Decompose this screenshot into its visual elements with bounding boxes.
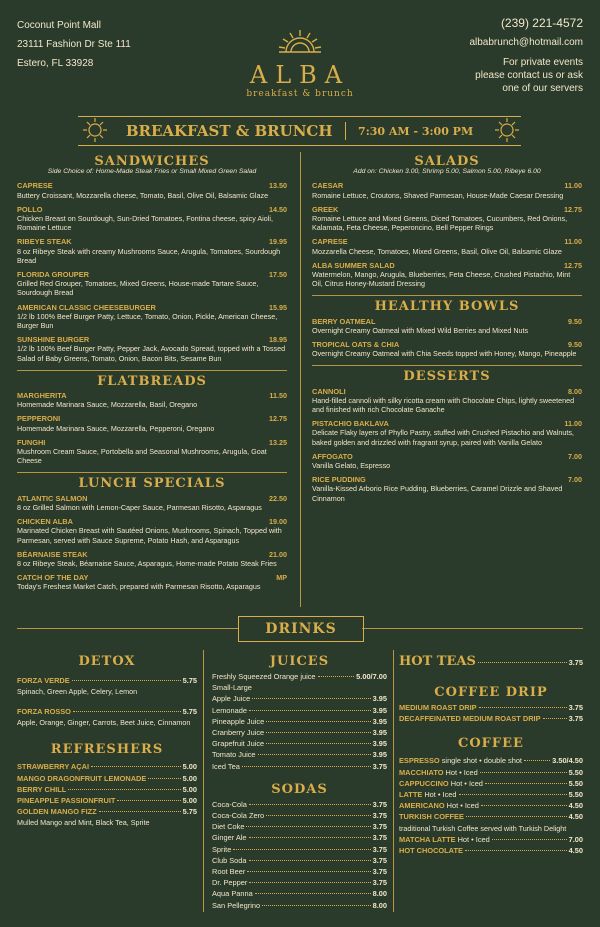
drink-name: Tomato Juice [212, 750, 256, 760]
drink-row [212, 671, 387, 682]
item-description: Vanilla Gelato, Espresso [312, 461, 391, 471]
menu-item [17, 391, 287, 409]
drink-desc: traditional Turkish Coffee served with Turkish Delight [399, 823, 567, 833]
drink-name: Coca-Cola [212, 799, 247, 809]
menu-item [17, 414, 287, 432]
drink-name: Iced Tea [212, 761, 240, 771]
drink-name: Coca-Cola Zero [212, 811, 265, 821]
section-title-refreshers: REFRESHERS [50, 742, 164, 758]
drink-price: 5.50 [568, 790, 583, 800]
section-title-sandwiches: SANDWICHES [94, 154, 210, 169]
menu-item [312, 387, 582, 415]
sodas-list [212, 799, 387, 911]
drink-price: 3.75 [372, 878, 387, 888]
drink-price: 5.00/7.00 [356, 672, 387, 681]
drink-price: 7.00 [568, 834, 583, 844]
drink-row [212, 738, 387, 749]
dot-leader [68, 789, 180, 790]
item-price: 9.50 [568, 340, 582, 350]
item-description: Hand-filled cannoli with silky ricotta cream with Chocolate Chips, lightly sweetened and finished with rich Chocolate Ganache [312, 395, 575, 415]
drink-row [399, 713, 583, 724]
private-events-line: one of our servers [502, 83, 583, 94]
drink-name: Lemonade [212, 705, 247, 715]
drink-price: 5.75 [182, 807, 197, 817]
drink-row [212, 866, 387, 877]
drink-row [212, 682, 387, 693]
dot-leader [266, 721, 370, 722]
item-description: 8 oz Grilled Salmon with Lemon-Caper Sauce, Parmesan Risotto, Asparagus [17, 502, 262, 512]
drinks-rule-right [362, 628, 583, 629]
section-divider [17, 472, 287, 473]
menu-item [312, 317, 582, 335]
drink-price: 8.00 [372, 900, 387, 910]
coffee-row [399, 800, 583, 811]
left-column [17, 154, 287, 592]
drink-row [212, 693, 387, 704]
item-price: 13.50 [269, 181, 287, 191]
item-name: BERRY OATMEAL [312, 316, 376, 326]
drink-row [212, 832, 387, 843]
item-name: GREEK [312, 204, 339, 214]
section-title-coffee-drip: COFFEE DRIP [434, 685, 548, 700]
drink-row [212, 727, 387, 738]
menu-item [312, 475, 582, 503]
dot-leader [266, 732, 370, 733]
item-description: Romaine Lettuce, Croutons, Shaved Parmesan, House-Made Caesar Dressing [312, 190, 564, 200]
coffee-list-2 [399, 834, 583, 856]
item-price: 12.75 [564, 260, 582, 270]
drink-price: 4.50 [568, 845, 583, 855]
menu-item [17, 303, 287, 331]
drink-row [212, 877, 387, 888]
item-name: RIBEYE STEAK [17, 237, 72, 247]
drink-row [212, 855, 387, 866]
drink-row [17, 795, 197, 806]
drink-price: 3.75 [372, 811, 387, 821]
item-name: FUNGHI [17, 437, 46, 447]
right-column [312, 154, 582, 503]
drink-options: Hot • Iced [446, 801, 479, 811]
drink-name: AMERICANO Hot • Iced [399, 801, 479, 811]
dot-leader [466, 816, 567, 817]
drink-name: San Pellegrino [212, 900, 261, 910]
drink-price: 3.50/4.50 [552, 756, 583, 766]
drink-name: Grapefruit Juice [212, 739, 265, 749]
drink-name: Small-Large [212, 683, 252, 693]
item-price: 19.95 [269, 237, 287, 247]
dot-leader [249, 882, 370, 883]
menu-item [17, 181, 287, 199]
salads-note: Add on: Chicken 3.00, Shrimp 5.00, Salmon 5.00, Ribeye 6.00 [353, 168, 541, 176]
coffee-row [399, 767, 583, 778]
drink-desc: Spinach, Green Apple, Celery, Lemon [17, 687, 138, 697]
dot-leader [255, 893, 371, 894]
drink-price: 5.50 [568, 778, 583, 788]
section-title-flatbreads: FLATBREADS [97, 373, 207, 389]
dot-leader [148, 778, 180, 779]
item-description: Watermelon, Mango, Arugula, Blueberries, Feta Cheese, Crushed Pistachio, Mint Oil, Citrus Honey-Mustard Dressing [312, 270, 571, 289]
address-line: Coconut Point Mall [17, 20, 101, 31]
dot-leader [266, 815, 370, 816]
dot-leader [524, 760, 550, 761]
drink-desc: Mulled Mango and Mint, Black Tea, Sprite [17, 818, 150, 828]
item-description: Grilled Red Grouper, Tomatoes, Mixed Greens, House-made Tartare Sauce, Sourdough Bread [17, 279, 259, 298]
menu-item [17, 573, 287, 591]
drink-price: 3.75 [372, 833, 387, 843]
drink-options: Hot • Iced [445, 767, 478, 777]
coffee-row [399, 755, 583, 766]
drink-price: 3.95 [372, 750, 387, 760]
address-line: 23111 Fashion Dr Ste 111 [17, 39, 131, 50]
drink-price: 3.75 [372, 822, 387, 832]
menu-item [17, 237, 287, 265]
section-title-lunch-specials: LUNCH SPECIALS [78, 476, 226, 492]
dot-leader [242, 766, 371, 767]
coffee-row [399, 845, 583, 856]
dot-leader [258, 754, 371, 755]
drink-options: Hot • Iced [424, 790, 457, 800]
item-price: 22.50 [269, 493, 287, 503]
hot-teas-row: HOT TEAS 3.75 [399, 654, 583, 669]
drink-price: 8.00 [372, 889, 387, 899]
menu-item [312, 181, 582, 199]
drink-price: 3.95 [372, 739, 387, 749]
drink-name: Pineapple Juice [212, 716, 265, 726]
dot-leader [252, 698, 370, 699]
item-description: Chicken Breast on Sourdough, Sun-Dried Tomatoes, Fontina cheese, spicy Aioli, Romaine Lettuce [17, 214, 273, 233]
item-price: 17.50 [269, 270, 287, 280]
flatbreads-list [17, 391, 287, 465]
section-title-detox: DETOX [78, 654, 136, 669]
dot-leader [481, 805, 567, 806]
item-description: Overnight Creamy Oatmeal with Mixed Wild Berries and Mixed Nuts [312, 325, 529, 335]
item-name: ATLANTIC SALMON [17, 493, 88, 503]
drink-row [399, 702, 583, 713]
item-description: Delicate Flaky layers of Phyllo Pastry, stuffed with Crushed Pistachio and Walnuts, baked golden and drizzled with fragrant syrup, paired with Vanilla Gelato [312, 428, 574, 447]
item-price: 11.00 [564, 237, 582, 247]
drink-price: 5.50 [568, 767, 583, 777]
section-title-healthy-bowls: HEALTHY BOWLS [374, 299, 520, 315]
drink-row [212, 799, 387, 810]
coffee-row [399, 778, 583, 789]
drink-name: MANGO DRAGONFRUIT LEMONADE [17, 773, 147, 783]
drink-name: Cranberry Juice [212, 728, 265, 738]
item-price: 11.50 [269, 391, 287, 401]
drink-price: 3.75 [568, 714, 583, 724]
section-title-desserts: DESSERTS [403, 369, 491, 385]
column-divider [300, 152, 301, 607]
drink-name: Club Soda [212, 855, 247, 865]
section-title-salads: SALADS [414, 154, 480, 169]
logo-name: ALBA [249, 61, 351, 89]
coffee-drip-list [399, 702, 583, 724]
item-description: 1/2 lb 100% Beef Burger Patty, Lettuce, Tomato, Onion, Pickle, American Cheese, Burger Bun [17, 311, 278, 331]
email-address[interactable]: albabrunch@hotmail.com [469, 37, 583, 48]
dot-leader [485, 783, 567, 784]
drinks-col-2 [212, 654, 387, 911]
drink-name: MACCHIATO Hot • Iced [399, 767, 478, 777]
item-price: 7.00 [568, 451, 582, 461]
drink-name: DECAFFEINATED MEDIUM ROAST DRIP [399, 714, 541, 724]
drinks-col-3 [399, 654, 583, 856]
dot-leader [459, 794, 567, 795]
drink-row [17, 784, 197, 795]
drink-price: 4.50 [568, 812, 583, 822]
drink-name: PINEAPPLE PASSIONFRUIT [17, 796, 116, 806]
menu-item [17, 270, 287, 298]
item-price: 8.00 [568, 386, 582, 396]
phone-number[interactable]: (239) 221-4572 [500, 16, 583, 30]
menu-item [312, 452, 582, 470]
private-events-line: please contact us or ask [475, 70, 583, 81]
item-description: Homemade Marinara Sauce, Mozzarella, Pepperoni, Oregano [17, 423, 215, 433]
drink-price: 3.95 [372, 705, 387, 715]
drink-row [212, 749, 387, 760]
item-description: Mozzarella Cheese, Tomatoes, Mixed Greens, Basil, Olive Oil, Balsamic Glaze [312, 246, 562, 256]
drinks-divider [203, 650, 204, 912]
section-title-hot-teas: HOT TEAS [399, 654, 476, 669]
drink-row [212, 900, 387, 911]
item-name: SUNSHINE BURGER [17, 335, 90, 345]
drink-name: LATTE Hot • Iced [399, 790, 457, 800]
item-name: POLLO [17, 204, 43, 214]
item-name: CAESAR [312, 181, 344, 191]
drink-price: 3.75 [372, 799, 387, 809]
drink-price: 5.00 [182, 762, 197, 772]
item-price: 18.95 [269, 335, 287, 345]
item-description: Marinated Chicken Breast with Sautéed Onions, Mushrooms, Spinach, Topped with Parmesan, served with Sauce Supreme, Potato Hash, and Asparagus [17, 526, 282, 545]
item-name: PEPPERONI [17, 414, 61, 424]
drink-name: Root Beer [212, 867, 246, 877]
dot-leader [249, 710, 371, 711]
drink-name: BERRY CHILL [17, 784, 67, 794]
juices-list [212, 671, 387, 772]
item-name: BÉARNAISE STEAK [17, 549, 88, 559]
drink-price: 3.95 [372, 716, 387, 726]
item-name: PISTACHIO BAKLAVA [312, 419, 389, 429]
item-description: Today's Freshest Market Catch, prepared with Parmesan Risotto, Asparagus [17, 582, 261, 592]
item-name: FLORIDA GROUPER [17, 270, 89, 280]
drink-name: CAPPUCCINO Hot • Iced [399, 778, 483, 788]
refreshers-list [17, 761, 197, 817]
drink-price: 5.00 [182, 773, 197, 783]
dot-leader [91, 766, 181, 767]
dot-leader [479, 707, 567, 708]
banner-hours: 7:30 AM - 3:00 PM [358, 124, 474, 138]
drink-desc: Apple, Orange, Ginger, Carrots, Beet Juice, Cinnamon [17, 717, 191, 727]
item-price: 15.95 [269, 302, 287, 312]
drink-row [17, 806, 197, 817]
dot-leader [247, 871, 370, 872]
sun-logo-icon [277, 28, 323, 54]
desserts-list [312, 387, 582, 503]
drink-name: TURKISH COFFEE [399, 812, 464, 822]
menu-item [312, 261, 582, 289]
section-divider [312, 295, 582, 296]
drink-price: 3.75 [372, 844, 387, 854]
private-events-line: For private events [502, 57, 583, 68]
section-title-sodas: SODAS [271, 781, 328, 797]
drink-name: Sprite [212, 844, 232, 854]
item-name: CHICKEN ALBA [17, 517, 73, 527]
coffee-row [399, 789, 583, 800]
banner-title: BREAKFAST & BRUNCH [125, 122, 333, 140]
drink-price: 5.00 [182, 784, 197, 794]
item-price: 9.50 [568, 316, 582, 326]
dot-leader [318, 676, 355, 677]
dot-leader [266, 743, 370, 744]
coffee-row [399, 834, 583, 845]
drink-row: FORZA ROSSO 5.75 [17, 706, 197, 716]
drinks-divider [393, 650, 394, 912]
item-name: TROPICAL OATS & CHIA [312, 340, 400, 350]
menu-item [17, 335, 287, 363]
drink-name: ESPRESSO single shot • double shot [399, 756, 522, 766]
menu-item [312, 340, 582, 358]
menu-item [312, 419, 582, 447]
item-name: AMERICAN CLASSIC CHEESEBURGER [17, 302, 156, 312]
dot-leader [543, 718, 567, 719]
drink-row [212, 705, 387, 716]
drink-name: Freshly Squeezed Orange juice [212, 672, 316, 681]
address-line: Estero, FL 33928 [17, 58, 94, 69]
item-name: CAPRESE [17, 181, 53, 191]
drink-row [212, 888, 387, 899]
menu-item [312, 205, 582, 233]
item-name: AFFOGATO [312, 451, 353, 461]
item-description: 8 oz Ribeye Steak, Béarnaise Sauce, Asparagus, Home-made Potato Steak Fries [17, 558, 277, 568]
drink-row [212, 761, 387, 772]
drink-name: GOLDEN MANGO FIZZ [17, 807, 97, 817]
section-divider [17, 370, 287, 371]
item-name: CATCH OF THE DAY [17, 573, 89, 583]
menu-item [17, 438, 287, 466]
drink-price: 3.95 [372, 694, 387, 704]
item-price: 14.50 [269, 204, 287, 214]
section-title-juices: JUICES [269, 654, 330, 669]
drink-price: 3.95 [372, 728, 387, 738]
drink-row [212, 716, 387, 727]
item-name: CANNOLI [312, 386, 346, 396]
drink-name: MEDIUM ROAST DRIP [399, 703, 477, 712]
item-price: 19.00 [269, 517, 287, 527]
menu-item [17, 205, 287, 233]
drinks-col-1 [17, 654, 197, 829]
dot-leader [246, 826, 370, 827]
dot-leader [117, 800, 180, 801]
item-name: CAPRESE [312, 237, 348, 247]
item-price: 21.00 [269, 549, 287, 559]
drink-name: MATCHA LATTE Hot • Iced [399, 834, 490, 844]
drink-row [212, 844, 387, 855]
drink-price: 3.75 [372, 855, 387, 865]
item-price: 12.75 [564, 204, 582, 214]
dot-leader [99, 811, 181, 812]
item-price: MP [276, 573, 287, 583]
drink-name: Diet Coke [212, 822, 245, 832]
item-price: 11.00 [564, 419, 582, 429]
item-description: Romaine Lettuce and Mixed Greens, Diced Tomatoes, Cucumbers, Red Onions, Kalamata, Feta Cheese, Peperoncino, Bell Pepper Rings [312, 214, 568, 233]
banner-divider [345, 122, 347, 140]
section-title-coffee: COFFEE [458, 736, 524, 752]
drink-row [212, 810, 387, 821]
item-description: 1/2 lb 100% Beef Burger Patty, Pepper Jack, Avocado Spread, topped with a Tossed Salad of Baby Greens, Tomato, Onion, Bacon Bits, Sesame Bun [17, 344, 286, 363]
breakfast-banner [78, 116, 521, 146]
drink-price: 5.00 [182, 796, 197, 806]
coffee-row [399, 811, 583, 822]
healthy-bowls-list [312, 317, 582, 359]
item-description: Overnight Creamy Oatmeal with Chia Seeds topped with Honey, Mango, Pineapple [312, 349, 577, 359]
drink-name: HOT CHOCOLATE [399, 845, 463, 855]
drink-price: 3.75 [568, 703, 583, 712]
sandwiches-list [17, 181, 287, 362]
lunch-specials-list [17, 494, 287, 592]
section-divider [312, 365, 582, 366]
dot-leader [249, 804, 371, 805]
item-price: 13.25 [269, 437, 287, 447]
item-name: RICE PUDDING [312, 475, 366, 485]
salads-list [312, 181, 582, 288]
dot-leader [249, 837, 371, 838]
drink-price: 3.75 [372, 867, 387, 877]
item-name: MARGHERITA [17, 391, 67, 401]
item-description: Homemade Marinara Sauce, Mozzarella, Basil, Oregano [17, 400, 198, 410]
drinks-banner: DRINKS [238, 616, 364, 642]
item-description: Buttery Croissant, Mozzarella cheese, Tomato, Basil, Olive Oil, Balsamic Glaze [17, 190, 269, 200]
item-description: Mushroom Cream Sauce, Portobella and Seasonal Mushrooms, Arugula, Goat Cheese [17, 447, 267, 466]
drink-options: Hot • Iced [457, 834, 490, 844]
dot-leader [465, 850, 567, 851]
logo-subtitle: breakfast & brunch [246, 89, 354, 99]
item-name: ALBA SUMMER SALAD [312, 260, 395, 270]
drink-price: 3.75 [372, 761, 387, 771]
logo [0, 28, 600, 99]
sandwiches-note: Side Choice of: Home-Made Steak Fries or Small Mixed Green Salad [47, 168, 257, 176]
item-description: 8 oz Ribeye Steak with creamy Mushrooms Sauce, Arugula, Tomatoes, Sourdough Bread [17, 246, 281, 265]
dot-leader [233, 849, 370, 850]
drinks-rule-left [17, 628, 238, 629]
drink-row [212, 821, 387, 832]
dot-leader [492, 839, 567, 840]
item-price: 11.00 [564, 181, 582, 191]
menu-item [17, 550, 287, 568]
drink-options: Hot • Iced [450, 778, 483, 788]
dot-leader [249, 860, 371, 861]
item-price: 12.75 [269, 414, 287, 424]
menu-item [312, 237, 582, 255]
drink-name: Dr. Pepper [212, 878, 248, 888]
drink-row [17, 773, 197, 784]
drink-name: Apple Juice [212, 694, 251, 704]
drink-row [17, 761, 197, 772]
drink-price: 4.50 [568, 801, 583, 811]
coffee-list [399, 755, 583, 822]
item-price: 7.00 [568, 475, 582, 485]
dot-leader [480, 772, 567, 773]
drink-name: STRAWBERRY AÇAI [17, 762, 89, 772]
drink-row: FORZA VERDE 5.75 [17, 676, 197, 685]
item-description: Vanilla-Kissed Arborio Rice Pudding, Blueberries, Caramel Drizzle and Shaved Cinnamon [312, 484, 563, 503]
menu-item [17, 494, 287, 512]
menu-item [17, 517, 287, 545]
drink-name: Aqua Panna [212, 889, 253, 899]
dot-leader [262, 905, 371, 906]
drink-name: Ginger Ale [212, 833, 247, 843]
drink-options: single shot • double shot [441, 756, 522, 766]
